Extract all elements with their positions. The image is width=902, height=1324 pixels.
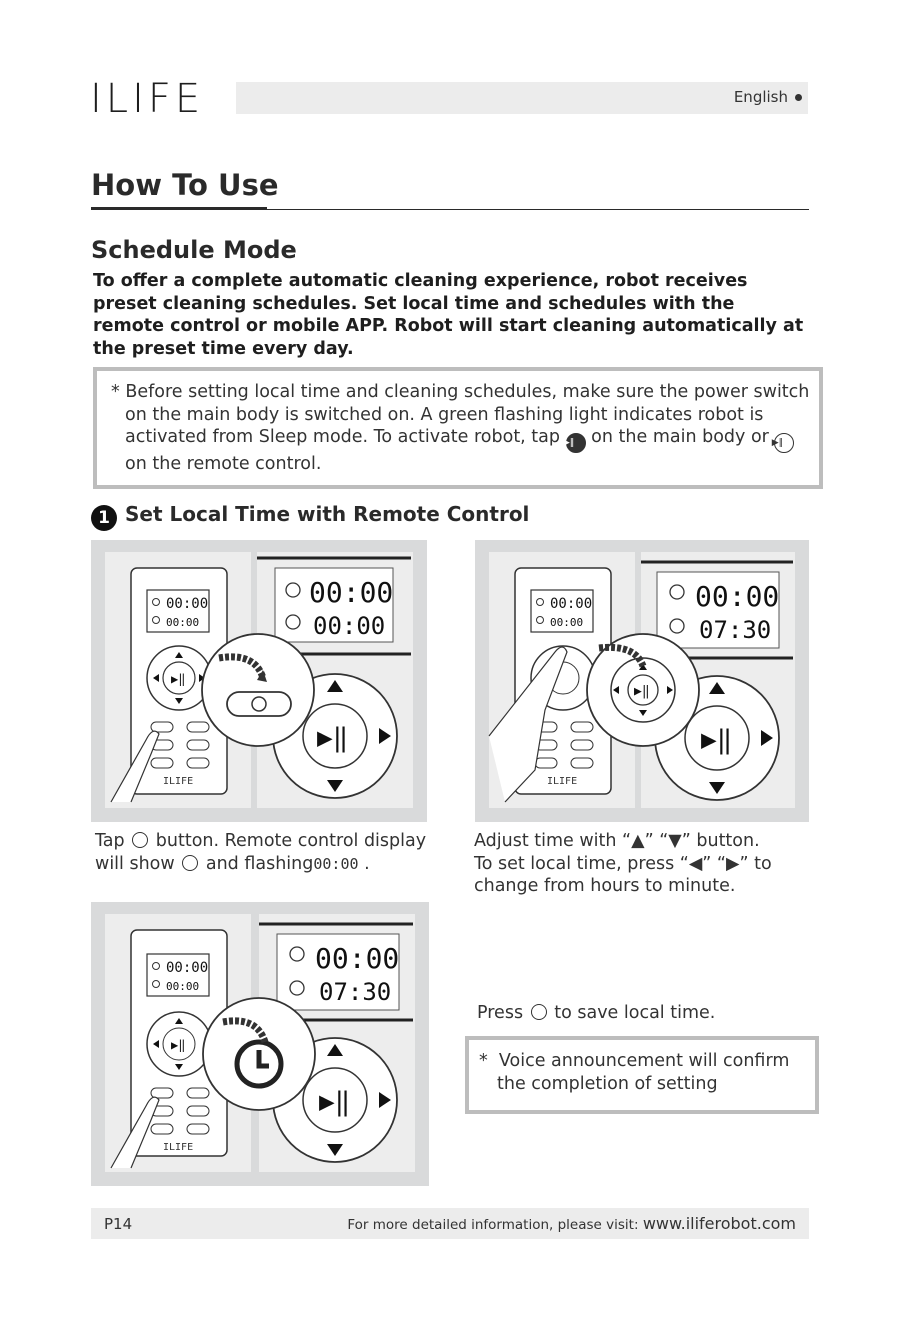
header-bar [236,82,808,114]
caption1-c: and flashing [205,853,314,874]
clock-icon-3 [531,1004,547,1020]
section-title: Schedule Mode [91,236,297,264]
note-text [111,381,815,476]
note-box [93,367,823,489]
brand-logo: ILIFE [90,76,205,122]
illustration-panel-2 [475,540,809,822]
caption1-b: button. Remote control display will show [95,831,427,874]
play-pause-outline-icon: ▶‖ [774,433,794,453]
illustration-panel-3 [91,902,429,1186]
svg-text:▶‖: ▶‖ [634,684,650,699]
clock-icon [132,832,148,848]
caption1-e: . [364,853,370,874]
remote-brand-3: ILIFE [163,1142,194,1153]
svg-text:▶‖: ▶‖ [701,725,733,755]
note2-text [479,1050,809,1095]
svg-text:▶‖: ▶‖ [171,672,186,686]
panel2-display-bottom: 07:30 [699,616,772,644]
svg-text:▶‖: ▶‖ [317,723,349,753]
note2-body: Voice announcement will confirm the completion of setting [497,1051,790,1094]
caption3-b: to save local time. [554,1003,716,1023]
clock-icon-2 [182,855,198,871]
panel3-display-top: 00:00 [315,942,400,975]
note-part1: Before setting local time and cleaning schedules, make sure the power switch on the main body is switched on. A green flashing light indicates robot is activated from Sleep mode. To activate robot, tap [125,382,810,447]
step-title-text: Set Local Time with Remote Control [125,502,530,526]
remote-display-top: 00:00 [166,596,209,612]
remote3-display-bottom: 00:00 [166,980,200,993]
remote-brand-1: ILIFE [163,776,194,787]
note2-box [465,1036,819,1114]
note-part2: on the main body or [591,427,769,447]
panel1-display-top: 00:00 [309,576,394,609]
remote2-display-top: 00:00 [550,596,593,612]
panel1-display-bottom: 00:00 [313,612,386,640]
footer-url: www.iliferobot.com [642,1214,796,1233]
caption-step-3 [477,1002,797,1025]
bullet-icon [795,94,802,101]
note2-star: * [479,1051,488,1071]
play-pause-icon: ▶‖ [566,433,586,453]
illustration-panel-1 [91,540,427,822]
title-underline [91,207,267,210]
caption2-line1: Adjust time with “▲” “▼” button. [474,831,760,851]
step-title [91,502,529,531]
language-label [734,88,802,106]
panel3-display-bottom: 07:30 [319,978,392,1006]
note-part3: on the remote control. [125,454,322,474]
caption3-a: Press [477,1003,524,1023]
remote2-display-bottom: 00:00 [550,616,584,629]
svg-text:▶‖: ▶‖ [319,1087,351,1117]
caption2-line2: To set local time, press “◀” “▶” to change from hours to minute. [474,853,772,896]
footer-info-text: For more detailed information, please visit: [347,1217,639,1233]
remote-display-bottom: 00:00 [166,616,200,629]
language-text: English [733,88,788,106]
svg-text:▶‖: ▶‖ [171,1038,186,1052]
caption1-a: Tap [95,831,125,851]
footer-info [347,1214,796,1233]
step-number-badge: 1 [91,505,117,531]
remote-brand-2: ILIFE [547,776,578,787]
intro-paragraph: To offer a complete automatic cleaning experience, robot receives preset cleaning schedules. Set local time and schedules with the remote control or mobile APP. Robot will start cleaning automatically at the preset time every day. [93,271,804,359]
remote3-display-top: 00:00 [166,960,209,976]
panel2-display-top: 00:00 [695,580,780,613]
note-star: * [111,382,120,402]
caption-step-1 [95,830,435,875]
caption1-flashing-time: 00:00 [313,854,359,873]
caption-step-2 [474,830,794,898]
page-number: P14 [104,1215,133,1233]
page-title: How To Use [91,168,279,202]
